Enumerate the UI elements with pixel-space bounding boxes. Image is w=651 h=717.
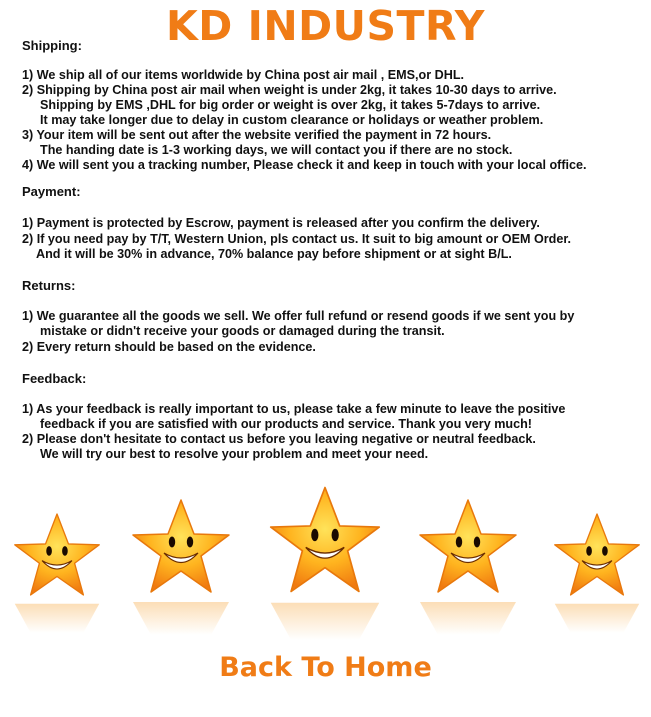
shipping-line: It may take longer due to delay in custom clearance or holidays or weather problem. <box>40 113 544 127</box>
shipping-line: The handing date is 1-3 working days, we will contact you if there are no stock. <box>40 143 513 157</box>
star-icon <box>15 514 99 633</box>
feedback-line: 1) As your feedback is really important to us, please take a few minute to leave the positive <box>22 402 566 416</box>
shipping-line: 4) We will sent you a tracking number, Please check it and keep in touch with your local office. <box>22 158 587 172</box>
feedback-heading: Feedback: <box>22 371 87 386</box>
returns-line: 2) Every return should be based on the evidence. <box>22 340 316 354</box>
shipping-line: 3) Your item will be sent out after the website verified the payment in 72 hours. <box>22 128 492 142</box>
shipping-heading: Shipping: <box>22 38 82 53</box>
shipping-line: Shipping by EMS ,DHL for big order or weight is over 2kg, it takes 5-7days to arrive. <box>40 98 541 112</box>
payment-heading: Payment: <box>22 184 81 199</box>
returns-line: mistake or didn't receive your goods or damaged during the transit. <box>40 324 445 338</box>
page-title: KD INDUSTRY <box>166 2 485 50</box>
returns-heading: Returns: <box>22 278 76 293</box>
payment-line: 1) Payment is protected by Escrow, payment is released after you confirm the delivery. <box>22 216 540 230</box>
payment-line: 2) If you need pay by T/T, Western Union, pls contact us. It suit to big amount or OEM Order. <box>22 232 572 246</box>
returns-line: 1) We guarantee all the goods we sell. We offer full refund or resend goods if we sent you by <box>22 309 575 323</box>
feedback-line: We will try our best to resolve your problem and meet your need. <box>40 447 429 461</box>
shipping-line: 1) We ship all of our items worldwide by China post air mail , EMS,or DHL. <box>22 68 465 82</box>
feedback-line: 2) Please don't hesitate to contact us before you leaving negative or neutral feedback. <box>22 432 536 446</box>
feedback-line: feedback if you are satisfied with our products and service. Thank you very much! <box>40 417 532 431</box>
back-to-home-link[interactable]: Back To Home <box>219 652 432 683</box>
star-icon <box>271 488 379 641</box>
shipping-line: 2) Shipping by China post air mail when weight is under 2kg, it takes 10-30 days to arrive. <box>22 83 557 97</box>
star-icon <box>133 500 229 635</box>
smiling-stars-row <box>0 478 651 648</box>
payment-line: And it will be 30% in advance, 70% balance pay before shipment or at sight B/L. <box>36 247 512 261</box>
star-icon <box>555 514 639 633</box>
star-icon <box>420 500 516 635</box>
